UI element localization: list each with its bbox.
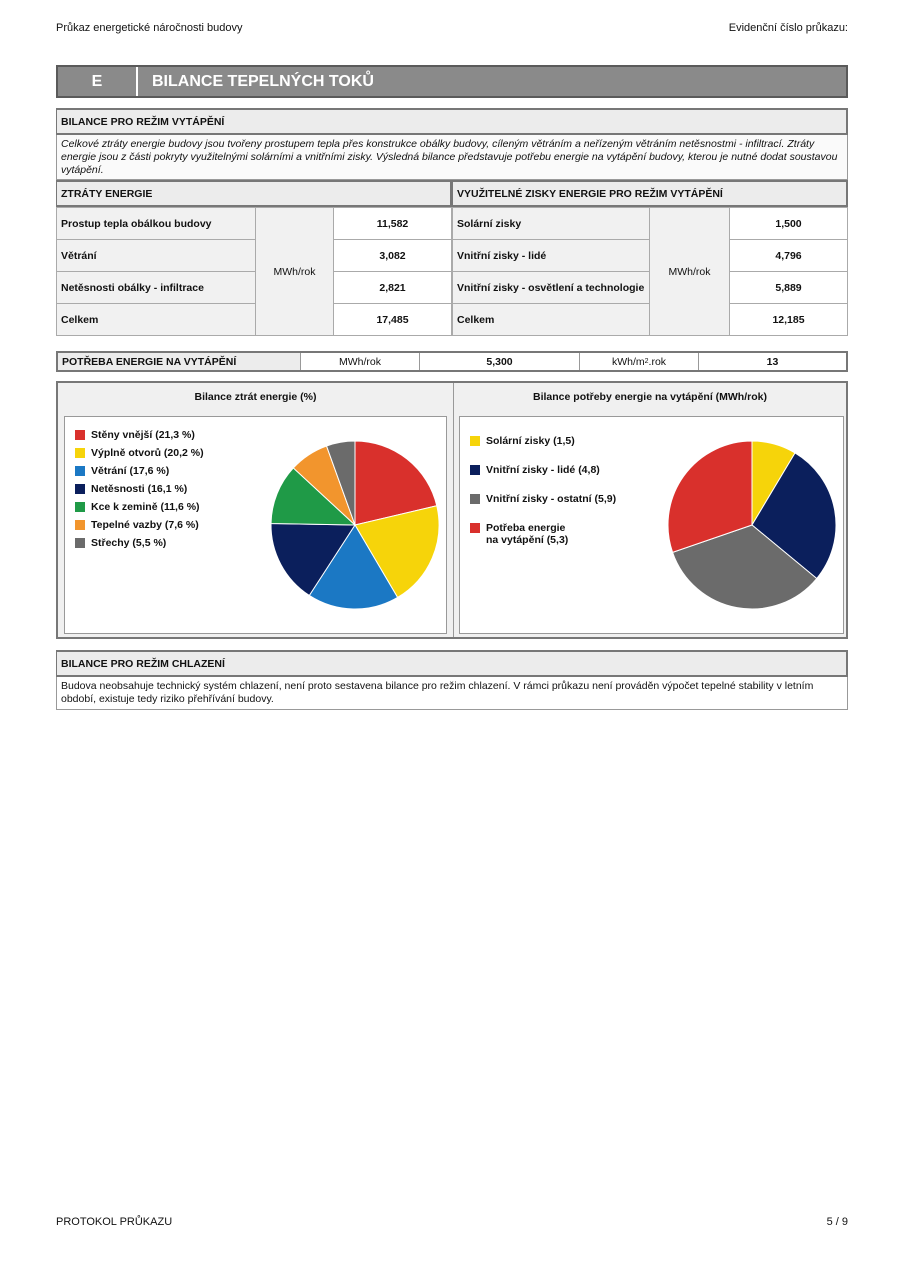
loss-total-label: Celkem: [57, 304, 256, 336]
loss-label: Větrání: [57, 240, 256, 272]
legend-label: Vnitřní zisky - ostatní (5,9): [486, 493, 617, 505]
footer-label: PROTOKOL PRŮKAZU: [56, 1216, 173, 1228]
document-title: Průkaz energetické náročnosti budovy: [56, 22, 243, 34]
gain-value: 4,796: [730, 240, 848, 272]
losses-table: [56, 207, 452, 336]
losses-chart: [64, 416, 447, 634]
cooling-balance-title: BILANCE PRO REŽIM CHLAZENÍ: [56, 650, 848, 677]
legend-label: Kce k zemině (11,6 %): [91, 501, 200, 513]
section-letter: E: [58, 67, 138, 96]
loss-label: Prostup tepla obálkou budovy: [57, 208, 256, 240]
gain-value: 1,500: [730, 208, 848, 240]
heating-description: Celkové ztráty energie budovy jsou tvořeny prostupem tepla přes konstrukce obálky budovy, cíleným větráním a neřízeným větráním netěsnostmi - infiltrací. Ztráty energie jsou z části pokryty využitelnými solárními a vnitřními zisky. Výsledná bilance představuje potřebu energie na vytápění budovy, kterou je nutné dodat soustavou vytápění.: [56, 135, 848, 180]
legend-label: Netěsnosti (16,1 %): [91, 483, 188, 495]
need-pie-chart: [460, 417, 843, 633]
chart-title-losses: Bilance ztrát energie (%): [194, 391, 317, 403]
gain-total-label: Celkem: [453, 304, 650, 336]
section-title: BILANCE TEPELNÝCH TOKŮ: [152, 72, 374, 90]
table-row: [57, 208, 452, 240]
gain-value: 5,889: [730, 272, 848, 304]
table-row: [453, 208, 848, 240]
loss-label: Netěsnosti obálky - infiltrace: [57, 272, 256, 304]
table-row: [57, 240, 452, 272]
heating-need-area-value: 13: [766, 355, 779, 368]
heating-need-area-unit: kWh/m 2 .rok: [580, 353, 699, 370]
loss-unit: MWh/rok: [256, 208, 334, 336]
gain-label: Solární zisky: [453, 208, 650, 240]
divider: [453, 383, 454, 637]
gain-total-value: 12,185: [730, 304, 848, 336]
heating-need-row: [56, 351, 848, 372]
table-row: [57, 304, 452, 336]
page-number: 5 / 9: [826, 1216, 848, 1228]
table-row: [57, 272, 452, 304]
legend-label: Potřeba energie na vytápění (5,3): [486, 522, 569, 546]
cooling-text: Budova neobsahuje technický systém chlazení, není proto sestavena bilance pro režim chlazení. V rámci průkazu není prováděn výpočet tepelné stability v letním období, existuje tedy riziko přehřívání budovy.: [56, 677, 848, 710]
gain-label: Vnitřní zisky - osvětlení a technologie: [453, 272, 650, 304]
losses-pie-chart: [65, 417, 446, 633]
gains-table: [452, 207, 848, 336]
heating-balance-title: BILANCE PRO REŽIM VYTÁPĚNÍ: [56, 108, 848, 135]
charts-panel: [56, 381, 848, 639]
legend-label: Stěny vnější (21,3 %): [91, 429, 195, 441]
legend-label: Výplně otvorů (20,2 %): [91, 447, 204, 459]
legend-label: Střechy (5,5 %): [91, 537, 167, 549]
heating-need-value: 5,300: [420, 353, 580, 370]
loss-value: 11,582: [334, 208, 452, 240]
gain-label: Vnitřní zisky - lidé: [453, 240, 650, 272]
legend-label: Tepelné vazby (7,6 %): [91, 519, 199, 531]
heating-need-unit: MWh/rok: [301, 353, 420, 370]
heating-need-label: POTŘEBA ENERGIE NA VYTÁPĚNÍ: [58, 353, 301, 370]
loss-value: 2,821: [334, 272, 452, 304]
legend-label: Vnitřní zisky - lidé (4,8): [486, 464, 600, 476]
legend-label: Solární zisky (1,5): [486, 435, 575, 447]
loss-total-value: 17,485: [334, 304, 452, 336]
gains-title: VYUŽITELNÉ ZISKY ENERGIE PRO REŽIM VYTÁPĚNÍ: [452, 180, 848, 207]
chart-title-need: Bilance potřeby energie na vytápění (MWh/rok): [533, 391, 767, 403]
gain-unit: MWh/rok: [650, 208, 730, 336]
record-number-label: Evidenční číslo průkazu:: [728, 22, 848, 34]
legend-label: Větrání (17,6 %): [91, 465, 170, 477]
loss-value: 3,082: [334, 240, 452, 272]
section-header: [56, 65, 848, 98]
losses-title: ZTRÁTY ENERGIE: [56, 180, 452, 207]
need-chart: [459, 416, 844, 634]
